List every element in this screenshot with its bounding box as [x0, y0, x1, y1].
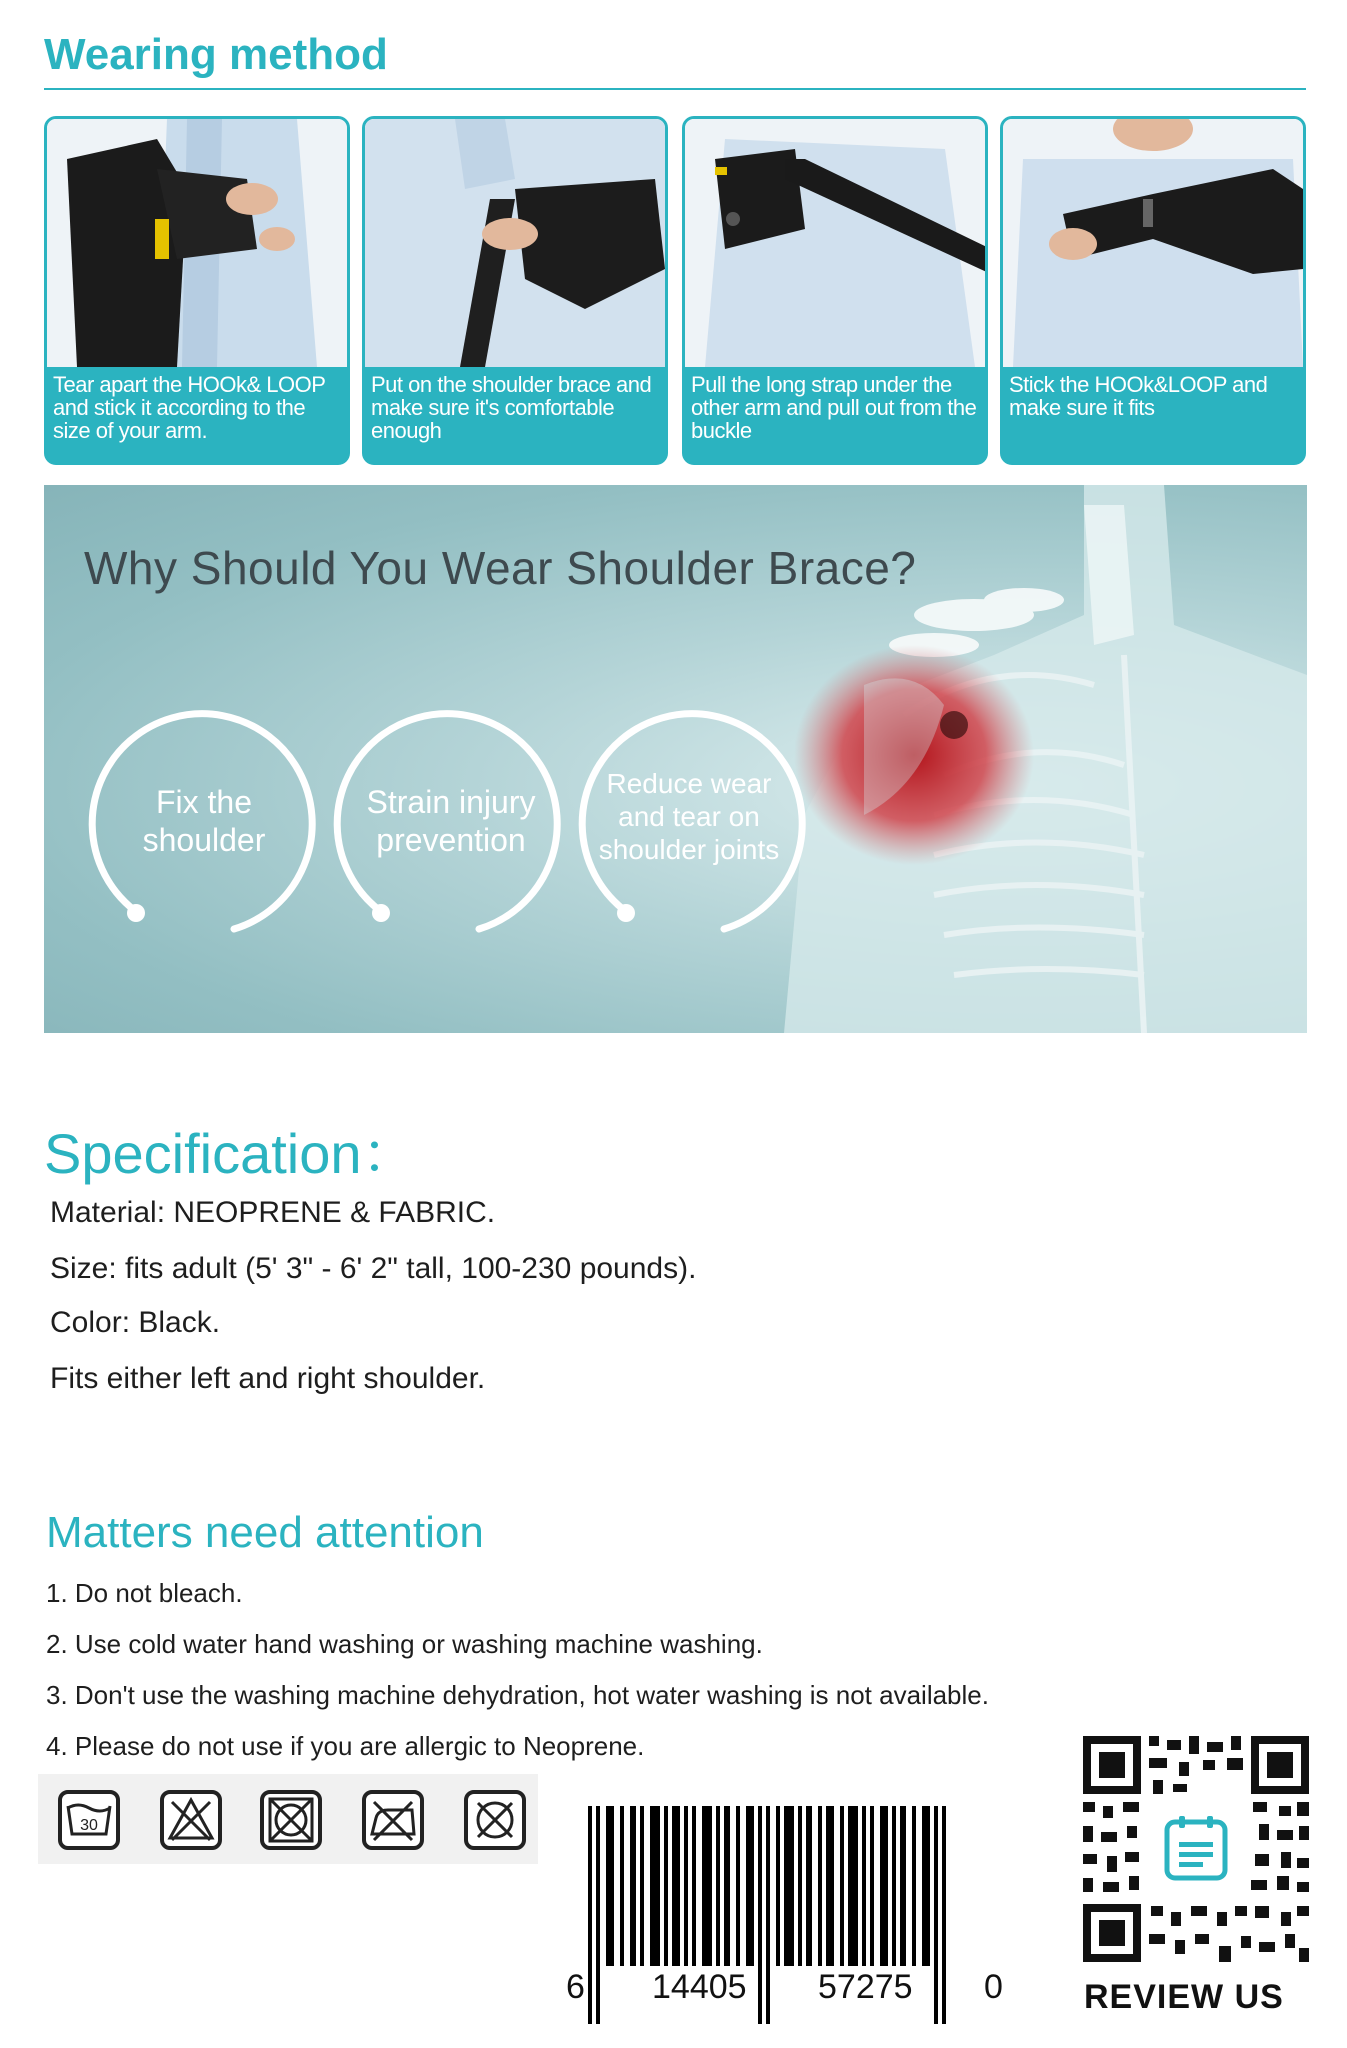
qr-code[interactable] — [1083, 1736, 1309, 1962]
barcode — [560, 1806, 1010, 2024]
step-photo-2 — [365, 119, 665, 367]
spec-fit: Fits either left and right shoulder. — [50, 1362, 486, 1395]
attention-item-1: 1. Do not bleach. — [46, 1578, 243, 1608]
benefit-1: Fix the shoulder — [142, 784, 266, 858]
barcode-digit-group-2: 14405 — [652, 1968, 747, 2006]
step-photo-1 — [47, 119, 347, 367]
attention-item-3: 3. Don't use the washing machine dehydration, hot water washing is not available. — [46, 1680, 989, 1710]
step-card-2 — [362, 116, 668, 465]
clipboard-icon — [1167, 1822, 1225, 1878]
barcode-digit-1: 6 — [566, 1968, 585, 2006]
care-icons-strip — [38, 1774, 538, 1864]
attention-item-4: 4. Please do not use if you are allergic to Neoprene. — [46, 1731, 645, 1761]
no-tumble-dry-icon — [260, 1790, 322, 1850]
why-title: Why Should You Wear Shoulder Brace? — [84, 542, 917, 594]
wearing-method-title: Wearing method — [44, 30, 388, 79]
attention-title: Matters need attention — [46, 1508, 484, 1557]
step-caption-2: Put on the shoulder brace and make sure it's comfortable enough — [371, 372, 652, 443]
specification-title: Specification： — [44, 1122, 418, 1185]
step-card-1 — [44, 116, 350, 465]
barcode-digit-group-3: 57275 — [818, 1968, 913, 2006]
section-divider — [44, 88, 1306, 90]
barcode-digit-4: 0 — [984, 1968, 1003, 2006]
wash-30-icon — [58, 1790, 120, 1850]
wash-temp-label: 30 — [80, 1817, 98, 1834]
spec-material: Material: NEOPRENE & FABRIC. — [50, 1196, 496, 1229]
attention-item-2: 2. Use cold water hand washing or washing machine washing. — [46, 1629, 763, 1659]
step-caption-4: Stick the HOOk&LOOP and make sure it fits — [1009, 372, 1268, 420]
spec-size: Size: fits adult (5' 3" - 6' 2" tall, 100-230 pounds). — [50, 1252, 697, 1285]
step-caption-1: Tear apart the HOOk& LOOP and stick it according to the size of your arm. — [53, 372, 325, 443]
benefit-2: Strain injury prevention — [366, 784, 536, 858]
step-card-3 — [682, 116, 988, 465]
benefit-3: Reduce wear and tear on shoulder joints — [598, 768, 780, 865]
spec-color: Color: Black. — [50, 1306, 221, 1339]
step-card-4 — [1000, 116, 1306, 465]
why-banner — [44, 485, 1307, 1033]
no-bleach-icon — [160, 1790, 222, 1850]
step-photo-3 — [685, 119, 985, 367]
no-iron-icon — [362, 1790, 424, 1850]
step-caption-3: Pull the long strap under the other arm and pull out from the buckle — [691, 372, 977, 443]
no-dry-clean-icon — [464, 1790, 526, 1850]
benefit-rings — [44, 485, 1307, 1033]
step-photo-4 — [1003, 119, 1303, 367]
review-us-label[interactable]: REVIEW US — [1084, 1978, 1284, 2016]
